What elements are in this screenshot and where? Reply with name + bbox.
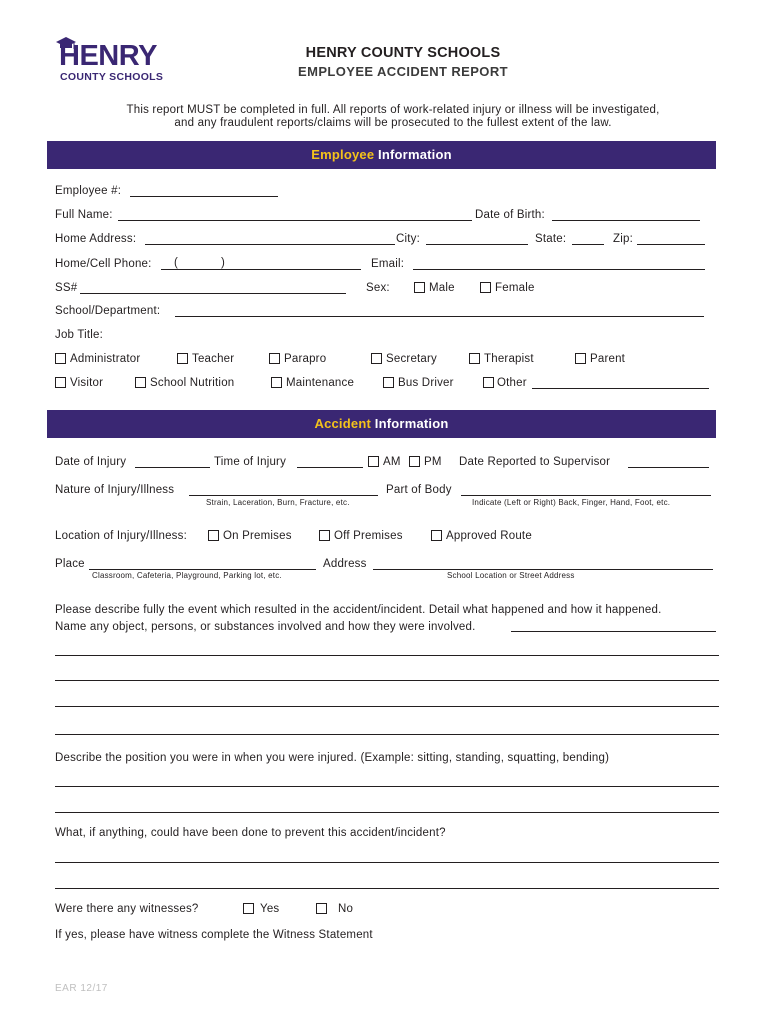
job-secretary-checkbox[interactable] [371,353,382,364]
job-bus-driver-label: Bus Driver [398,377,454,389]
nature-hint: Strain, Laceration, Burn, Fracture, etc. [206,498,350,507]
employee-number-label: Employee #: [55,185,122,197]
state-label: State: [535,233,567,245]
home-address-field[interactable] [145,244,395,245]
place-field[interactable] [89,569,316,570]
accident-section-title [47,416,716,431]
dob-field[interactable] [552,220,700,221]
phone-field[interactable] [161,269,361,270]
accident-section-rest: Information [371,416,449,431]
approved-route-checkbox[interactable] [431,530,442,541]
job-parent-checkbox[interactable] [575,353,586,364]
pm-label: PM [424,456,442,468]
body-hint: Indicate (Left or Right) Back, Finger, Hand, Foot, etc. [472,498,671,507]
form-code: EAR 12/17 [55,983,108,994]
job-visitor-label: Visitor [70,377,104,389]
job-therapist-label: Therapist [484,353,534,365]
accident-section-header [47,410,716,438]
male-checkbox[interactable] [414,282,425,293]
describe-event-field-1[interactable] [55,655,719,656]
sex-label: Sex: [366,282,390,294]
job-administrator-label: Administrator [70,353,141,365]
part-of-body-field[interactable] [461,495,711,496]
date-of-injury-field[interactable] [135,467,210,468]
position-question: Describe the position you were in when you were injured. (Example: sitting, standing, squatting, bending) [55,752,610,764]
time-of-injury-label: Time of Injury [214,456,287,468]
job-therapist-checkbox[interactable] [469,353,480,364]
witness-no-label: No [338,903,354,915]
job-secretary-label: Secretary [386,353,438,365]
date-of-injury-label: Date of Injury [55,456,127,468]
job-title-label: Job Title: [55,329,104,341]
job-visitor-checkbox[interactable] [55,377,66,388]
phone-paren-close: ) [221,257,225,269]
intro-line-1: This report MUST be completed in full. All reports of work-related injury or illness will be investigated, [126,104,660,116]
describe-event-field-4[interactable] [55,734,719,735]
phone-paren-open: ( [174,257,178,269]
home-address-label: Home Address: [55,233,137,245]
full-name-field[interactable] [118,220,472,221]
describe-event-field-2[interactable] [55,680,719,681]
position-field-1[interactable] [55,786,719,787]
describe-event-field-0[interactable] [511,631,716,632]
job-other-label: Other [497,377,527,389]
time-of-injury-field[interactable] [297,467,363,468]
ssn-label: SS# [55,282,78,294]
position-field-2[interactable] [55,812,719,813]
job-teacher-label: Teacher [192,353,235,365]
employee-section-accent: Employee [311,147,375,162]
prevent-field-2[interactable] [55,888,719,889]
pm-checkbox[interactable] [409,456,420,467]
job-other-checkbox[interactable] [483,377,494,388]
witness-no-checkbox[interactable] [316,903,327,914]
job-maintenance-checkbox[interactable] [271,377,282,388]
school-dept-field[interactable] [175,316,704,317]
witness-note: If yes, please have witness complete the Witness Statement [55,929,373,941]
accident-section-accent: Accident [314,416,371,431]
date-reported-label: Date Reported to Supervisor [459,456,611,468]
witness-yes-label: Yes [260,903,280,915]
place-label: Place [55,558,85,570]
job-teacher-checkbox[interactable] [177,353,188,364]
address-field[interactable] [373,569,713,570]
employee-section-header [47,141,716,169]
dob-label: Date of Birth: [475,209,545,221]
address-hint: School Location or Street Address [447,571,575,580]
describe-event-line-2: Name any object, persons, or substances involved and how they were involved. [55,621,476,633]
nature-of-injury-field[interactable] [189,495,378,496]
off-premises-label: Off Premises [334,530,403,542]
on-premises-label: On Premises [223,530,292,542]
approved-route-label: Approved Route [446,530,532,542]
zip-field[interactable] [637,244,705,245]
job-maintenance-label: Maintenance [286,377,355,389]
job-parapro-label: Parapro [284,353,327,365]
city-label: City: [396,233,420,245]
job-school-nutrition-checkbox[interactable] [135,377,146,388]
zip-label: Zip: [613,233,633,245]
address-label: Address [323,558,367,570]
job-parapro-checkbox[interactable] [269,353,280,364]
male-label: Male [429,282,455,294]
employee-number-field[interactable] [130,196,278,197]
state-field[interactable] [572,244,604,245]
job-other-field[interactable] [532,388,709,389]
on-premises-checkbox[interactable] [208,530,219,541]
logo-county-schools: COUNTY SCHOOLS [60,71,164,83]
intro-line-2: and any fraudulent reports/claims will be prosecuted to the fullest extent of the law. [174,117,612,129]
witnesses-question: Were there any witnesses? [55,903,199,915]
part-of-body-label: Part of Body [386,484,452,496]
page-title: HENRY COUNTY SCHOOLS [305,45,501,61]
job-administrator-checkbox[interactable] [55,353,66,364]
nature-of-injury-label: Nature of Injury/Illness [55,484,175,496]
full-name-label: Full Name: [55,209,113,221]
witness-yes-checkbox[interactable] [243,903,254,914]
female-label: Female [495,282,535,294]
city-field[interactable] [426,244,528,245]
place-hint: Classroom, Cafeteria, Playground, Parking lot, etc. [92,571,282,580]
job-bus-driver-checkbox[interactable] [383,377,394,388]
am-checkbox[interactable] [368,456,379,467]
email-label: Email: [371,258,405,270]
phone-label: Home/Cell Phone: [55,258,152,270]
describe-event-field-3[interactable] [55,706,719,707]
describe-event-line-1: Please describe fully the event which resulted in the accident/incident. Detail what happened and how it happened. [55,604,662,616]
page-subtitle: EMPLOYEE ACCIDENT REPORT [298,64,508,79]
job-parent-label: Parent [590,353,626,365]
logo-henry: HENRY [59,40,157,72]
female-checkbox[interactable] [480,282,491,293]
off-premises-checkbox[interactable] [319,530,330,541]
employee-section-rest: Information [374,147,452,162]
school-dept-label: School/Department: [55,305,161,317]
prevent-question: What, if anything, could have been done to prevent this accident/incident? [55,827,446,839]
location-label: Location of Injury/Illness: [55,530,187,542]
job-school-nutrition-label: School Nutrition [150,377,235,389]
ssn-field[interactable] [80,293,346,294]
prevent-field-1[interactable] [55,862,719,863]
email-field[interactable] [413,269,705,270]
am-label: AM [383,456,401,468]
date-reported-field[interactable] [628,467,709,468]
employee-section-title [47,147,716,162]
